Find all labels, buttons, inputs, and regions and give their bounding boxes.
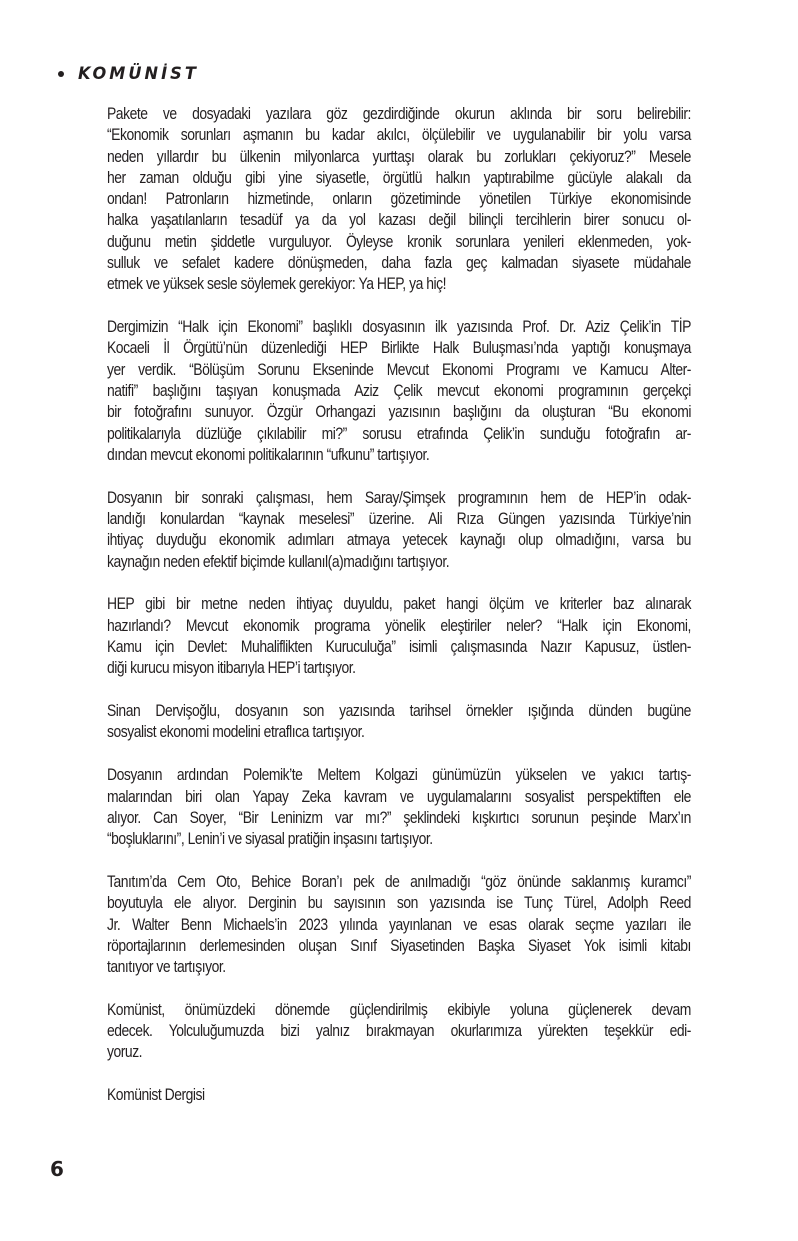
text-line-content: malarından biri olan Yapay Zeka kavram ve uygulamalarını sosyalist perspektiften ele xyxy=(107,787,691,806)
text-line-content: ondan! Patronların hizmetinde, onların gözetiminde yönetilen Türkiye ekonomisinde xyxy=(107,190,691,209)
text-line-content: HEP gibi bir metne neden ihtiyaç duyuldu, paket hangi ölçüm ve kriterler baz alınarak xyxy=(107,595,691,614)
text-line-content: Jr. Walter Benn Michaels’in 2023 yılında yayınlanan ve esas olarak seçme yazıları ile xyxy=(107,915,691,934)
text-line xyxy=(107,957,691,978)
text-line xyxy=(107,402,691,423)
text-line xyxy=(107,808,691,829)
signature-text: Komünist Dergisi xyxy=(107,1086,205,1105)
text-line xyxy=(107,936,691,957)
text-line xyxy=(107,787,691,808)
text-line-content: landığı konulardan “kaynak meselesi” üzerine. Ali Rıza Güngen yazısında Türkiye’nin xyxy=(107,510,691,529)
text-line xyxy=(107,125,691,146)
editorial-body xyxy=(107,104,691,1128)
journal-title: KOMÜNİST xyxy=(78,64,199,84)
text-line xyxy=(107,701,691,722)
page-number: 6 xyxy=(50,1157,64,1181)
text-line xyxy=(107,1042,691,1063)
text-line-content: Sinan Dervişoğlu, dosyanın son yazısında tarihsel örnekler ışığında dünden bugüne xyxy=(107,702,691,721)
paragraph xyxy=(107,765,691,850)
text-line-content: kaynağın neden efektif biçimde kullanıl(a)madığını tartışıyor. xyxy=(107,552,450,571)
text-line xyxy=(107,530,691,551)
text-line xyxy=(107,338,691,359)
text-line xyxy=(107,445,691,466)
text-line-content: “boşluklarını”, Lenin’i ve siyasal pratiğin inşasını tartışıyor. xyxy=(107,830,433,849)
paragraph xyxy=(107,1000,691,1064)
text-line xyxy=(107,189,691,210)
text-line-content: sulluk ve sefalet kadere dönüşmeden, daha fazla geç kalmadan siyasete müdahale xyxy=(107,254,691,273)
text-line-content: Kamu için Devlet: Muhaliflikten Kuruculuğa” isimli çalışmasında Nazır Kapusuz, üstlen- xyxy=(107,638,691,657)
text-line-content: her zaman olduğu gibi yine siyasetle, örgütlü halkın yaptırabilme gücüyle alakalı da xyxy=(107,168,691,187)
text-line-content: alıyor. Can Soyer, “Bir Leninizm var mı?” şeklindeki kışkırtıcı sorunun peşinde Marx’ın xyxy=(107,808,691,827)
bullet-icon xyxy=(58,71,64,77)
text-line-content: boyutuyla ele alıyor. Derginin bu sayısının son yazısında ise Tunç Türel, Adolph Reed xyxy=(107,894,691,913)
signature-line xyxy=(107,1085,691,1106)
text-line-content: Dosyanın ardından Polemik’te Meltem Kolgazi günümüzün yükselen ve yakıcı tartış- xyxy=(107,766,691,785)
text-line xyxy=(107,381,691,402)
text-line xyxy=(107,594,691,615)
text-line-content: ihtiyaç duyduğu ekonomik adımları atmaya yetecek kaynağı olup olmadığını, varsa bu xyxy=(107,531,691,550)
text-line xyxy=(107,488,691,509)
text-line xyxy=(107,147,691,168)
text-line-content: Dosyanın bir sonraki çalışması, hem Saray/Şimşek programının hem de HEP’in odak- xyxy=(107,488,691,507)
paragraph xyxy=(107,594,691,679)
text-line-content: hazırlandı? Mevcut ekonomik programa yönelik eleştiriler neler? “Halk için Ekonomi, xyxy=(107,616,691,635)
paragraph xyxy=(107,872,691,978)
text-line-content: edecek. Yolculuğumuzda bizi yalnız bırakmayan okurlarımıza yürekten teşekkür edi- xyxy=(107,1022,691,1041)
text-line-content: natifi” başlığını taşıyan konuşmada Aziz Çelik mevcut ekonomi programının gerçekçi xyxy=(107,382,691,401)
text-line-content: politikalarıyla düzlüğe çıkılabilir mi?” sorusu etrafında Çelik’in sunduğu fotoğrafın ar- xyxy=(107,424,691,443)
paragraph xyxy=(107,701,691,744)
text-line xyxy=(107,722,691,743)
text-line-content: Dergimizin “Halk için Ekonomi” başlıklı dosyasının ilk yazısında Prof. Dr. Aziz Çelik’in TİP xyxy=(107,318,691,337)
text-line xyxy=(107,424,691,445)
text-line-content: Kocaeli İl Örgütü’nün düzenlediği HEP Birlikte Halk Buluşması’nda yaptığı konuşmaya xyxy=(107,339,691,358)
running-header xyxy=(58,64,205,84)
text-line xyxy=(107,915,691,936)
text-line xyxy=(107,317,691,338)
text-line-content: “Ekonomik sorunları aşmanın bu kadar akılcı, ölçülebilir ve uygulanabilir bir yolu varsa xyxy=(107,126,691,145)
text-line xyxy=(107,765,691,786)
text-line-content: dından mevcut ekonomi politikalarının “ufkunu” tartışıyor. xyxy=(107,445,430,464)
signature xyxy=(107,1085,691,1106)
text-line xyxy=(107,552,691,573)
paragraph xyxy=(107,488,691,573)
text-line xyxy=(107,509,691,530)
text-line xyxy=(107,872,691,893)
text-line xyxy=(107,104,691,125)
text-line xyxy=(107,232,691,253)
text-line xyxy=(107,658,691,679)
text-line-content: Pakete ve dosyadaki yazılara göz gezdirdiğinde okurun aklında bir soru belirebilir: xyxy=(107,105,691,123)
paragraph xyxy=(107,104,691,296)
text-line xyxy=(107,168,691,189)
text-line xyxy=(107,616,691,637)
text-line-content: etmek ve yüksek sesle söylemek gerekiyor: Ya HEP, ya hiç! xyxy=(107,275,447,294)
text-line xyxy=(107,253,691,274)
text-line-content: tanıtıyor ve tartışıyor. xyxy=(107,958,226,977)
text-line-content: yer verdik. “Bölüşüm Sorunu Ekseninde Mevcut Ekonomi Programı ve Kamucu Alter- xyxy=(107,360,691,379)
text-line xyxy=(107,637,691,658)
text-line-content: diği kurucu misyon itibarıyla HEP’i tartışıyor. xyxy=(107,659,356,678)
text-line xyxy=(107,1021,691,1042)
text-line xyxy=(107,829,691,850)
text-line xyxy=(107,1000,691,1021)
text-line xyxy=(107,360,691,381)
text-line-content: duğunu metin şiddetle vurguluyor. Öyleyse kronik sorunlara yenileri eklenmeden, yok- xyxy=(107,232,691,251)
text-line xyxy=(107,274,691,295)
text-line-content: Komünist, önümüzdeki dönemde güçlendirilmiş ekibiyle yoluna güçlenerek devam xyxy=(107,1000,691,1019)
text-line-content: yoruz. xyxy=(107,1043,143,1062)
text-line-content: sosyalist ekonomi modelini etraflıca tartışıyor. xyxy=(107,723,365,742)
paragraph xyxy=(107,317,691,466)
text-line-content: halka yaşatılanların tesadüf ya da yol kazası değil bilinçli tercihlerin birer sonucu ol- xyxy=(107,211,691,230)
text-line-content: röportajlarının derlemesinden oluşan Sınıf Siyasetinden Başka Siyaset Yok isimli kitabı xyxy=(107,936,691,955)
text-line xyxy=(107,893,691,914)
text-line-content: bir fotoğrafını sunuyor. Özgür Orhangazi yazısının başlığını da oluşturan “Bu ekonomi xyxy=(107,403,691,422)
text-line-content: Tanıtım’da Cem Oto, Behice Boran’ı pek de anılmadığı “göz önünde saklanmış kuramcı” xyxy=(107,872,691,891)
text-line xyxy=(107,210,691,231)
text-line-content: neden yıllardır bu ülkenin milyonlarca yurttaşı olarak bu zorlukları çekiyoruz?” Mesele xyxy=(107,147,691,166)
